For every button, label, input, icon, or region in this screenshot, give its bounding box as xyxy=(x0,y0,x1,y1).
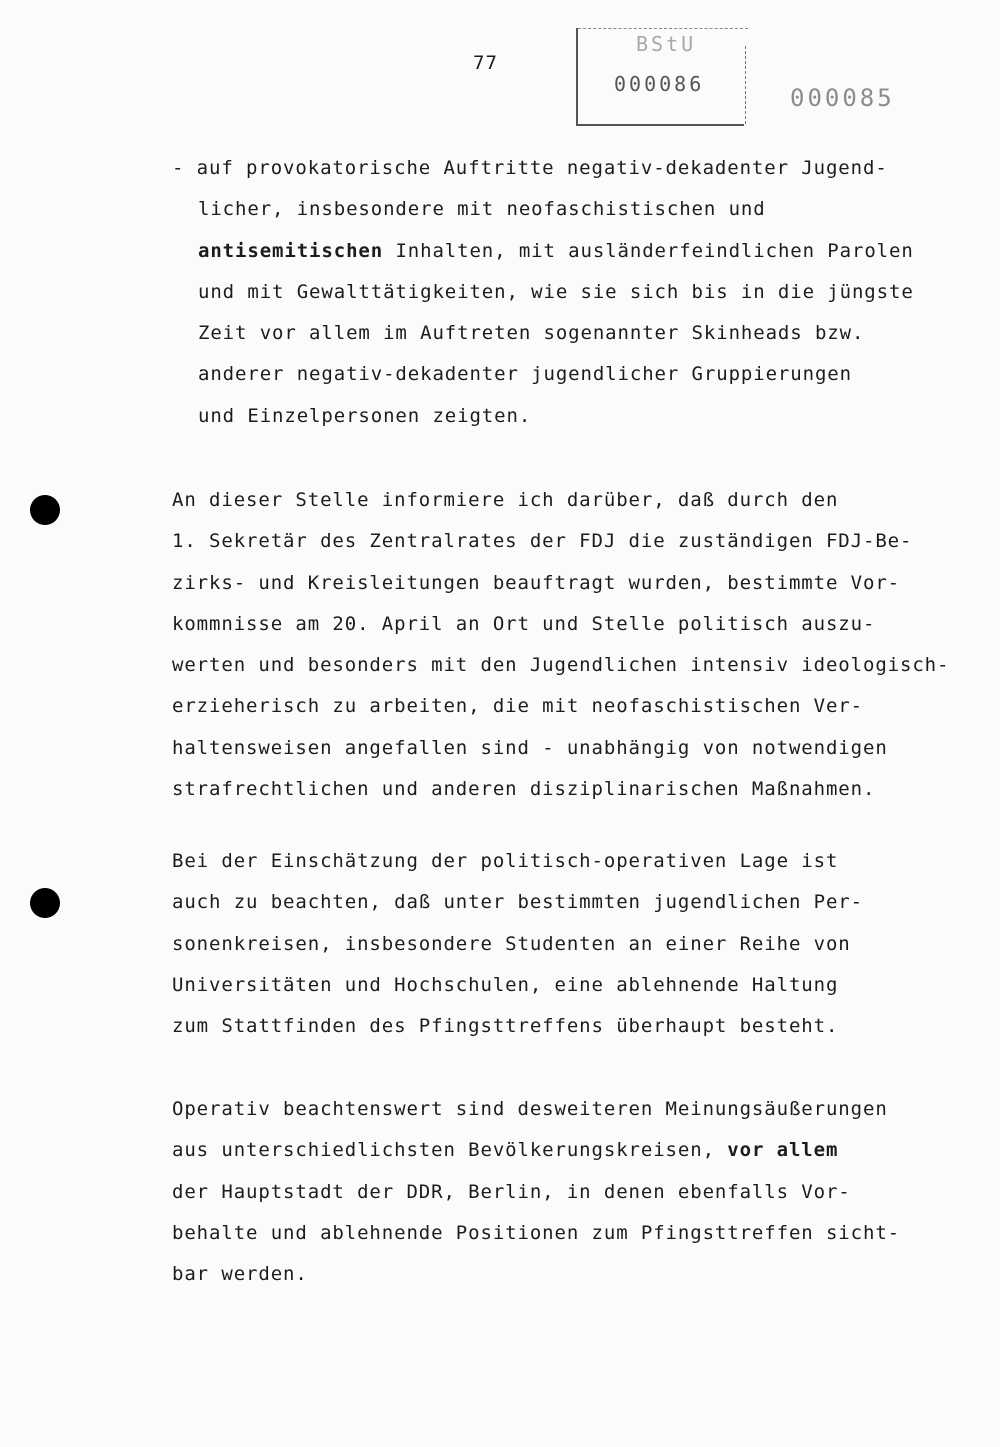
stamp-label: BStU xyxy=(636,32,697,56)
text-line: und Einzelpersonen zeigten. xyxy=(198,404,532,427)
text-line: Operativ beachtenswert sind desweiteren Meinungsäußerungen xyxy=(172,1098,888,1120)
text-fragment: Inhalten, mit ausländerfeindlichen Parolen xyxy=(395,239,914,262)
punch-hole-icon xyxy=(30,495,60,525)
text-line: der Hauptstadt der DDR, Berlin, in denen ebenfalls Vor- xyxy=(172,1180,851,1203)
text-line: haltensweisen angefallen sind - unabhängig von notwendigen xyxy=(172,736,888,759)
paragraph-1 xyxy=(172,480,972,810)
text-line: strafrechtlichen und anderen disziplinarischen Maßnahmen. xyxy=(172,778,876,801)
text-line: behalte und ablehnende Positionen zum Pfingsttreffen sicht- xyxy=(172,1221,900,1244)
archive-stamp xyxy=(576,28,744,126)
text-fragment: aus unterschiedlichsten Bevölkerungskreisen, xyxy=(172,1139,728,1162)
text-line: erzieherisch zu arbeiten, die mit neofaschistischen Ver- xyxy=(172,695,863,718)
text-line: und mit Gewalttätigkeiten, wie sie sich bis in die jüngste xyxy=(198,280,914,303)
text-line: An dieser Stelle informiere ich darüber, daß durch den xyxy=(172,489,839,511)
text-line: sonenkreisen, insbesondere Studenten an einer Reihe von xyxy=(172,932,851,955)
list-item xyxy=(172,148,972,437)
text-line: kommnisse am 20. April an Ort und Stelle politisch auszu- xyxy=(172,612,876,635)
punch-hole-icon xyxy=(30,888,60,918)
text-line: Bei der Einschätzung der politisch-operativen Lage ist xyxy=(172,850,839,872)
paragraph-2 xyxy=(172,841,972,1047)
text-line: Zeit vor allem im Auftreten sogenannter Skinheads bzw. xyxy=(198,322,865,345)
page-number: 77 xyxy=(473,52,498,74)
text-line: licher, insbesondere mit neofaschistischen und xyxy=(198,198,766,221)
text-line: Universitäten und Hochschulen, eine ablehnende Haltung xyxy=(172,973,839,996)
emphasized-word: antisemitischen xyxy=(198,239,384,262)
paragraph-3 xyxy=(172,1089,972,1295)
text-line: werten und besonders mit den Jugendlichen intensiv ideologisch- xyxy=(172,654,950,677)
text-line: zum Stattfinden des Pfingsttreffens überhaupt besteht. xyxy=(172,1015,839,1038)
text-line: 1. Sekretär des Zentralrates der FDJ die zuständigen FDJ-Be- xyxy=(172,530,913,553)
text-line: zirks- und Kreisleitungen beauftragt wurden, bestimmte Vor- xyxy=(172,571,900,594)
text-line: bar werden. xyxy=(172,1263,308,1286)
archive-number: 000085 xyxy=(790,84,895,112)
text-line: auch zu beachten, daß unter bestimmten jugendlichen Per- xyxy=(172,891,863,914)
text-line xyxy=(172,1130,972,1171)
text-line: - auf provokatorische Auftritte negativ-dekadenter Jugend- xyxy=(172,157,888,179)
text-line xyxy=(172,231,972,272)
emphasized-phrase: vor allem xyxy=(727,1139,839,1162)
stamp-number: 000086 xyxy=(614,72,705,96)
text-line: anderer negativ-dekadenter jugendlicher Gruppierungen xyxy=(198,363,852,386)
